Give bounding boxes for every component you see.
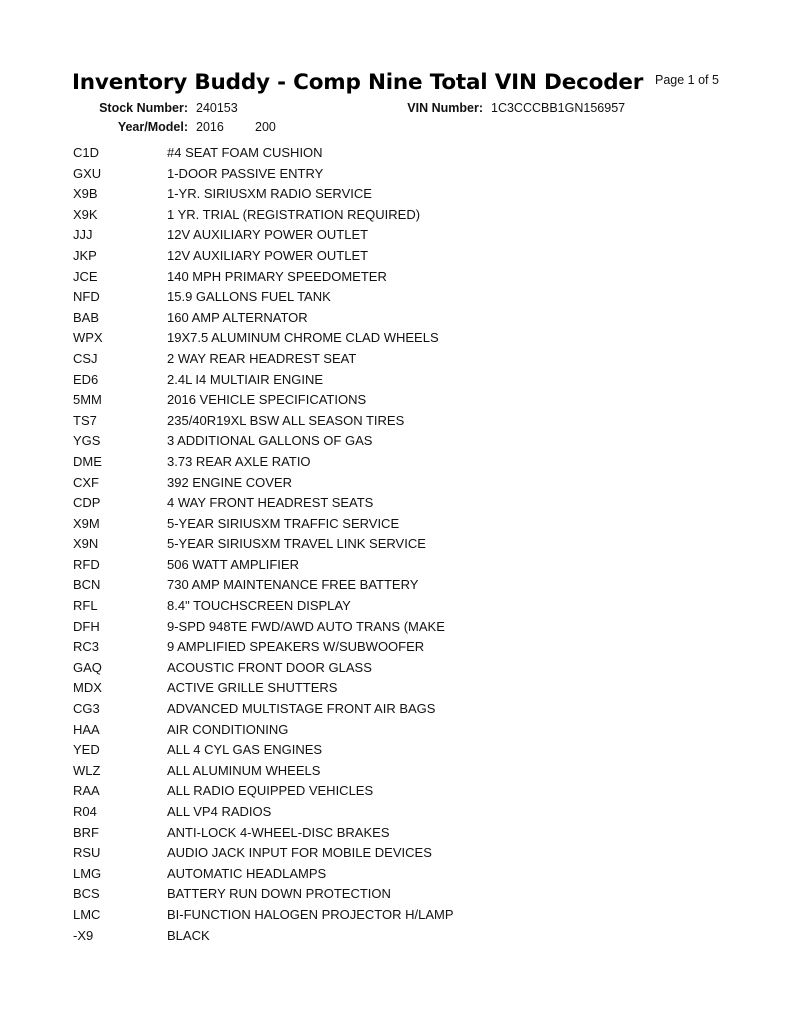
list-item (0, 575, 800, 596)
option-code: 5MM (73, 392, 102, 408)
option-description: ANTI-LOCK 4-WHEEL-DISC BRAKES (167, 824, 390, 840)
option-description: AUTOMATIC HEADLAMPS (167, 865, 327, 881)
option-description: BATTERY RUN DOWN PROTECTION (167, 886, 391, 902)
option-description: 392 ENGINE COVER (167, 474, 292, 490)
option-code: RFD (73, 556, 100, 572)
list-item (0, 473, 800, 494)
option-description: 12V AUXILIARY POWER OUTLET (167, 227, 369, 243)
option-code: LMG (73, 865, 102, 881)
list-item (0, 884, 800, 905)
option-code: BAB (73, 309, 100, 325)
option-description: 8.4" TOUCHSCREEN DISPLAY (167, 598, 351, 614)
list-item (0, 411, 800, 432)
option-code: RAA (73, 783, 100, 799)
option-code: R04 (73, 804, 97, 819)
option-description: 506 WATT AMPLIFIER (167, 556, 299, 572)
list-item (0, 617, 800, 638)
list-item (0, 164, 800, 185)
option-description: BI-FUNCTION HALOGEN PROJECTOR H/LAMP (167, 906, 454, 922)
list-item (0, 143, 800, 164)
option-code: X9N (73, 536, 99, 552)
list-item (0, 514, 800, 535)
option-code: DME (73, 453, 102, 469)
option-description: 1-YR. SIRIUSXM RADIO SERVICE (167, 186, 372, 202)
option-code: CSJ (73, 350, 98, 366)
option-description: ALL VP4 RADIOS (167, 804, 272, 819)
option-code: LMC (73, 906, 101, 922)
year-value: 2016 (196, 120, 224, 134)
list-item (0, 843, 800, 864)
option-code: WLZ (73, 762, 101, 778)
option-description: ACTIVE GRILLE SHUTTERS (167, 680, 338, 696)
list-item (0, 905, 800, 926)
option-description: ADVANCED MULTISTAGE FRONT AIR BAGS (167, 701, 436, 717)
stock-number-value: 240153 (196, 101, 238, 115)
option-code: YGS (73, 433, 101, 449)
option-code: BRF (73, 824, 99, 840)
list-item (0, 267, 800, 288)
option-code: TS7 (73, 412, 97, 428)
list-item (0, 926, 800, 947)
option-code: X9B (73, 186, 98, 202)
option-code: BCS (73, 886, 100, 902)
page-number: Page 1 of 5 (655, 73, 719, 87)
list-item (0, 205, 800, 226)
option-description: 9-SPD 948TE FWD/AWD AUTO TRANS (MAKE (167, 618, 445, 634)
option-code: GAQ (73, 659, 102, 675)
year-model-label: Year/Model: (117, 120, 188, 134)
list-item (0, 431, 800, 452)
page-title: Inventory Buddy - Comp Nine Total VIN Decoder (72, 70, 644, 95)
vin-number-value: 1C3CCCBB1GN156957 (491, 101, 626, 115)
list-item (0, 781, 800, 802)
option-description: ALL RADIO EQUIPPED VEHICLES (167, 783, 374, 799)
option-description: AUDIO JACK INPUT FOR MOBILE DEVICES (167, 845, 432, 861)
list-item (0, 328, 800, 349)
option-code: MDX (73, 680, 102, 696)
list-item (0, 370, 800, 391)
option-description: 3 ADDITIONAL GALLONS OF GAS (167, 433, 373, 449)
list-item (0, 308, 800, 329)
option-code: JJJ (73, 227, 93, 243)
option-description: 3.73 REAR AXLE RATIO (167, 453, 311, 469)
list-item (0, 493, 800, 514)
option-description: ALL 4 CYL GAS ENGINES (167, 742, 323, 758)
list-item (0, 184, 800, 205)
list-item (0, 555, 800, 576)
option-description: 235/40R19XL BSW ALL SEASON TIRES (167, 412, 405, 428)
list-item (0, 287, 800, 308)
option-description: 15.9 GALLONS FUEL TANK (167, 289, 331, 305)
option-code: WPX (73, 330, 103, 346)
option-description: ACOUSTIC FRONT DOOR GLASS (167, 659, 372, 675)
list-item (0, 225, 800, 246)
option-code: -X9 (73, 927, 94, 943)
list-item (0, 761, 800, 782)
option-code: DFH (73, 618, 100, 634)
option-description: BLACK (167, 927, 210, 943)
option-description: 730 AMP MAINTENANCE FREE BATTERY (167, 577, 419, 593)
list-item (0, 246, 800, 267)
option-code: CDP (73, 495, 101, 511)
model-value: 200 (255, 120, 276, 134)
list-item (0, 596, 800, 617)
option-description: 5-YEAR SIRIUSXM TRAFFIC SERVICE (167, 515, 400, 531)
option-code: C1D (73, 145, 100, 160)
option-code-list (0, 143, 800, 946)
option-description: 5-YEAR SIRIUSXM TRAVEL LINK SERVICE (167, 536, 426, 552)
option-description: 160 AMP ALTERNATOR (167, 309, 308, 325)
list-item (0, 349, 800, 370)
option-code: BCN (73, 577, 101, 593)
option-code: RC3 (73, 639, 100, 655)
option-code: JCE (73, 268, 98, 284)
list-item (0, 452, 800, 473)
option-description: 1 YR. TRIAL (REGISTRATION REQUIRED) (167, 206, 421, 222)
list-item (0, 678, 800, 699)
option-description: 2.4L I4 MULTIAIR ENGINE (167, 371, 324, 387)
option-code: ED6 (73, 371, 99, 387)
list-item (0, 658, 800, 679)
option-description: 1-DOOR PASSIVE ENTRY (167, 165, 324, 181)
option-code: GXU (73, 165, 102, 181)
option-code: X9K (73, 206, 98, 222)
option-description: 2 WAY REAR HEADREST SEAT (167, 350, 357, 366)
option-code: NFD (73, 289, 100, 305)
stock-number-label: Stock Number: (99, 101, 188, 115)
option-code: YED (73, 742, 100, 758)
option-code: RSU (73, 845, 101, 861)
list-item (0, 637, 800, 658)
option-code: CG3 (73, 701, 100, 717)
list-item (0, 740, 800, 761)
option-description: AIR CONDITIONING (167, 721, 289, 737)
option-description: 12V AUXILIARY POWER OUTLET (167, 247, 369, 263)
list-item (0, 534, 800, 555)
list-item (0, 823, 800, 844)
list-item (0, 864, 800, 885)
option-code: CXF (73, 474, 99, 490)
option-code: HAA (73, 721, 100, 737)
option-description: ALL ALUMINUM WHEELS (167, 762, 321, 778)
option-description: 9 AMPLIFIED SPEAKERS W/SUBWOOFER (167, 639, 425, 655)
list-item (0, 802, 800, 823)
option-description: #4 SEAT FOAM CUSHION (167, 145, 323, 160)
option-description: 140 MPH PRIMARY SPEEDOMETER (167, 268, 387, 284)
option-description: 4 WAY FRONT HEADREST SEATS (167, 495, 374, 511)
list-item (0, 720, 800, 741)
option-description: 2016 VEHICLE SPECIFICATIONS (167, 392, 367, 408)
option-code: JKP (73, 247, 97, 263)
vin-number-label: VIN Number: (407, 101, 483, 115)
option-description: 19X7.5 ALUMINUM CHROME CLAD WHEELS (167, 330, 439, 346)
list-item (0, 390, 800, 411)
option-code: RFL (73, 598, 98, 614)
list-item (0, 699, 800, 720)
option-code: X9M (73, 515, 100, 531)
